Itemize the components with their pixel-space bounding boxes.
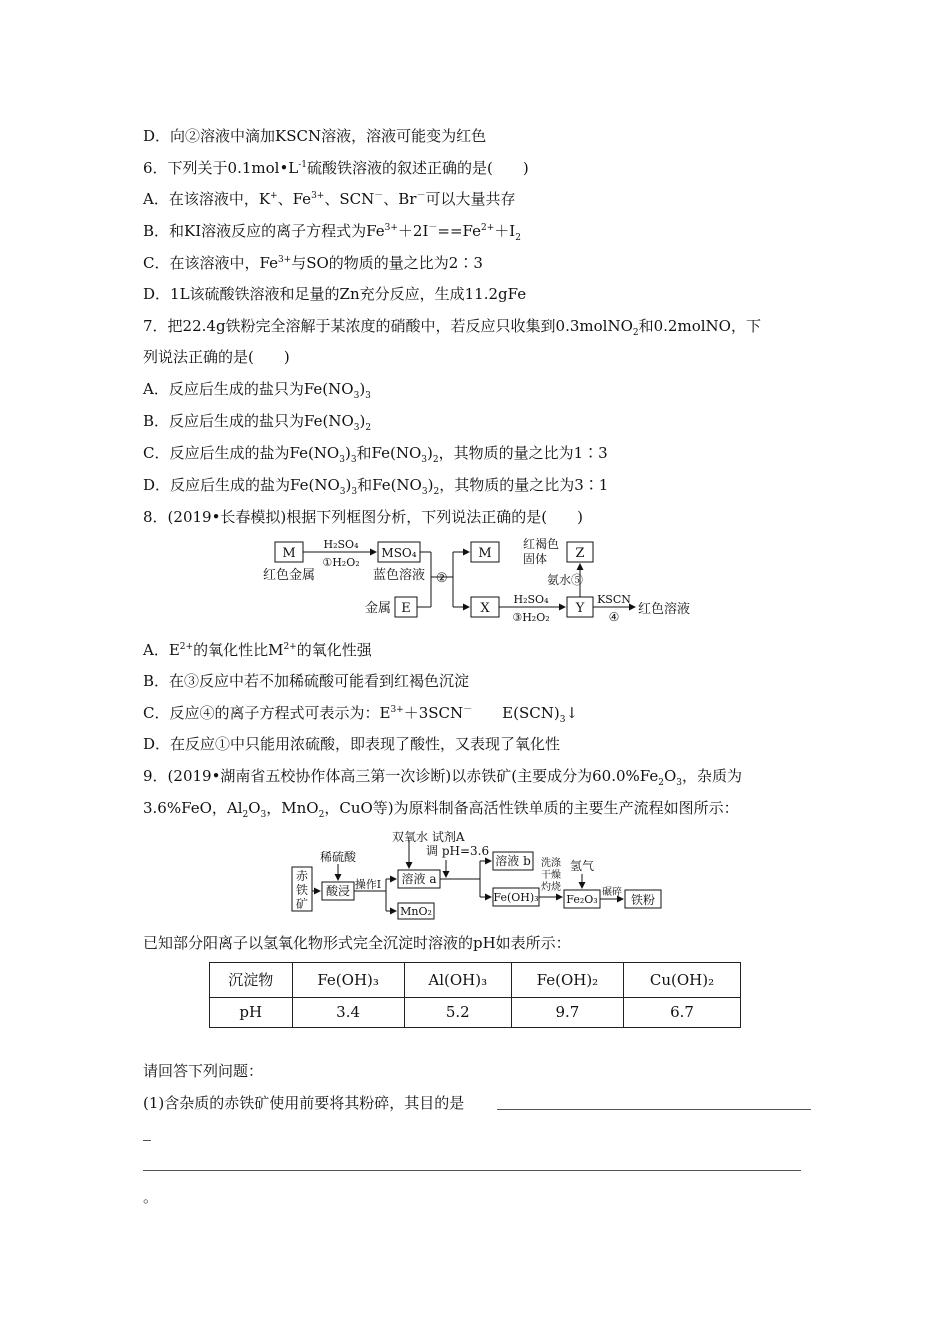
diagram-m1: M [282,546,296,561]
diagram-mso4: MSO₄ [381,546,417,560]
flow-h2: 氢气 [569,859,595,873]
flow-wash-1: 洗涤 [541,858,561,869]
diagram-reagent3-bottom: ③H₂O₂ [512,611,550,624]
q7-option-c: C．反应后生成的盐为$Fe(NO_3)_3$和$Fe(NO_3)_2$，其物质的量之比为1∶3 [143,444,608,465]
diagram-mso4-label: 蓝色溶液 [373,568,426,583]
flow-fe2o3: Fe₂O₃ [566,893,598,906]
q6-stem: 6．下列关于$0.1mol•L^{-1}$硫酸铁溶液的叙述正确的是( ) [143,159,529,177]
answer-end-mark: 。 [143,1188,159,1206]
flow-iron: 铁粉 [630,893,656,907]
flow-mno2: MnO₂ [400,905,432,918]
flow-acid: 稀硫酸 [319,850,357,864]
table-cell: pH [210,997,293,1027]
flow-ore-2: 铁 [295,883,309,897]
diagram-e-label: 金属 [365,601,392,616]
ph-table [209,962,741,1028]
q6-option-d: D．1L该硫酸铁溶液和足量的Zn充分反应，生成11.2gFe [143,285,527,303]
q8-option-d: D．在反应①中只能用浓硫酸，即表现了酸性，又表现了氧化性 [143,735,561,753]
diagram-z-label2: 固体 [523,552,548,566]
diagram-y: Y [575,601,585,616]
flow-wash-3: 灼烧 [541,882,561,893]
diagram-reagent1-bottom: ①H₂O₂ [322,556,360,569]
answer-blank-3[interactable] [143,1170,801,1171]
table-cell: 3.4 [292,997,404,1027]
q7-option-a: A．反应后生成的盐只为$Fe(NO_3)_3$ [143,380,371,401]
table-cell: Al(OH)₃ [404,963,511,998]
answer-blank-2[interactable] [143,1140,151,1141]
q5-option-d: D．向②溶液中滴加KSCN溶液，溶液可能变为红色 [143,127,487,145]
table-header-row [210,963,741,998]
q7-stem-line2: 列说法正确的是( ) [143,348,290,366]
diagram-result: 红色溶液 [638,602,691,617]
table-cell: Fe(OH)₂ [511,963,623,998]
diagram-x: X [480,601,490,616]
flow-op1: 操作Ⅰ [354,878,382,891]
q9-stem-line1: 9．(2019•湖南省五校协作体高三第一次诊断)以赤铁矿(主要成分为$60.0\%Fe_2O_3$，杂质为 [143,767,743,788]
q9-sub1: (1)含杂质的赤铁矿使用前要将其粉碎，其目的是 [143,1094,465,1112]
q8-stem: 8．(2019•长春模拟)根据下列框图分析，下列说法正确的是( ) [143,508,583,526]
q8-option-a: A．$E^{2+}$的氧化性比$M^{2+}$的氧化性强 [143,641,372,659]
diagram-z: Z [575,546,585,561]
table-cell: 沉淀物 [210,963,293,998]
flow-sol-b: 溶液 b [495,854,531,868]
flow-grind: 碾碎 [602,887,622,898]
flow-adjust: 调 pH=3.6 [426,844,490,858]
diagram-m2: M [478,546,492,561]
q9-prompt: 请回答下列问题： [143,1062,264,1080]
table-cell: 6.7 [624,997,741,1027]
table-cell: 5.2 [404,997,511,1027]
flow-ore-1: 赤 [295,869,309,883]
diagram-step2: ② [436,571,448,586]
q8-reaction-diagram [255,533,705,628]
diagram-z-label1: 红褐色 [523,537,560,551]
flow-feoh3: Fe(OH)₃ [493,891,539,904]
table-cell: 9.7 [511,997,623,1027]
table-cell: Cu(OH)₂ [624,963,741,998]
q6-option-b: B．和KI溶液反应的离子方程式为$Fe^{3+}+2I^-==Fe^{2+}+I_2$ [143,222,521,243]
q6-option-a: A．在该溶液中，K+、$Fe^{3+}$、SCN－、Br－可以大量共存 [143,190,516,208]
q8-option-b: B．在③反应中若不加稀硫酸可能看到红褐色沉淀 [143,672,470,690]
flow-wash-2: 干燥 [541,870,561,881]
flow-sol-a: 溶液 a [401,872,437,886]
q8-option-c: C．反应④的离子方程式可表示为：$E^{3+}+3SCN^-$ $E(SCN)_3↓$ [143,704,579,725]
q7-stem-line1: 7．把22.4g铁粉完全溶解于某浓度的硝酸中，若反应只收集到0.3molNO$_2$和0.2molNO，下 [143,317,761,338]
diagram-m-label: 红色金属 [263,568,316,583]
q9-table-intro: 已知部分阳离子以氢氧化物形式完全沉淀时溶液的pH如表所示： [143,934,571,952]
q7-option-d: D．反应后生成的盐为$Fe(NO_3)_3$和$Fe(NO_3)_2$，其物质的量之比为3∶1 [143,476,609,497]
flow-leach: 酸浸 [325,884,351,898]
table-row [210,997,741,1027]
diagram-reagent4-bottom: ④ [608,610,620,624]
flow-ore-3: 矿 [295,897,309,911]
q9-flow-diagram [288,830,668,925]
table-cell: Fe(OH)₃ [292,963,404,998]
flow-reagents: 双氧水 试剂A [392,830,465,844]
diagram-e: E [401,601,411,616]
q9-stem-line2: 3.6%FeO，$Al_2O_3$，MnO$_2$，CuO等)为原料制备高活性铁单质的主要生产流程如图所示： [143,799,739,820]
answer-blank-1[interactable] [497,1109,811,1110]
diagram-step5: 氨水⑤ [547,573,584,587]
q6-option-c: C．在该溶液中，$Fe^{3+}$与SO的物质的量之比为2∶3 [143,254,483,272]
diagram-reagent4-top: KSCN [597,593,631,606]
diagram-reagent1-top: H₂SO₄ [323,538,359,551]
diagram-reagent3-top: H₂SO₄ [513,593,549,606]
q7-option-b: B．反应后生成的盐只为$Fe(NO_3)_2$ [143,412,372,433]
